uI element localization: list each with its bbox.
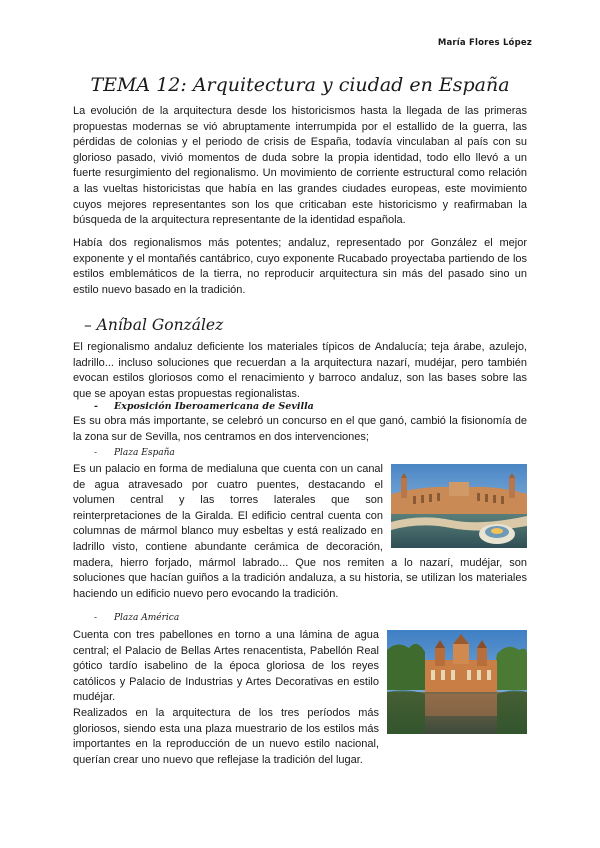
plaza-america-heading (94, 613, 179, 623)
plaza-espana-block (73, 462, 527, 602)
plaza-espana-photo (391, 464, 527, 548)
expo-heading (94, 401, 314, 412)
intro-paragraph-1: La evolución de la arquitectura desde los historicismos hasta la llegada de las primeras propuestas modernas se vió abruptamente interrumpida por el estallido de la guerra, las pérdidas de colonias y el periodo de crisis de España, todavía vinculaban al país con su glorioso pasado, vivió momentos de duda sobre la propia identidad, todo ello llevó a un fuerte resurgimiento del regionalismo. Un movimiento de corriente estructural como relación a las vueltas historicistas que había en las grandes ciudades europeas, este movimiento cuyos mejores representantes son los que criticaban este historicismo y reafirmaban la búsqueda de la arquitectura representante de la identidad española. (73, 105, 527, 227)
section-paragraph: El regionalismo andaluz deficiente los materiales típicos de Andalucía; teja árabe, azulejo, ladrillo... incluso soluciones que recuerdan a la arquitectura nazarí, mudéjar, pero también evocan estilos gloriosos como el renacimiento y barroco andaluz, son las bases sobre las que se apoyan estas propuestas regionalistas. (73, 341, 527, 400)
section-heading: – Aníbal González (84, 316, 224, 334)
bullet-dash: - (94, 401, 98, 412)
plaza-espana-heading (94, 448, 175, 458)
plaza-america-heading-text: Plaza América (114, 613, 180, 623)
plaza-america-photo (387, 630, 527, 734)
plaza-espana-heading-text: Plaza España (114, 448, 175, 458)
plaza-espana-paragraph: Es un palacio en forma de medialuna que cuenta con un canal de agua atravesado por cuatro puentes, destacando el volumen central y las torres laterales que son reinterpretaciones de la Giralda. El edificio central cuenta con columnas de mármol blanco muy esbeltas y está realizado en ladrillo visto, contiene abundante cerámica de decoración, madera, hierro forjado, mármol labrado... Que nos remiten a lo nazarí, mudéjar, son soluciones que hacían guiños a la tradición andaluza, a su historia, se utilizan los materiales haciendo un edificio nuevo pero evocando la tradición. (73, 463, 527, 600)
bullet-dash: - (94, 613, 98, 623)
plaza-america-block (73, 628, 527, 768)
intro-paragraph-2: Había dos regionalismos más potentes; andaluz, representado por González el mejor exponente y el montañés cantábrico, cuyo exponente Rucabado proyectaba partiendo de los estilos emblemáticos de la tierra, no reproducir arquitectura sin más del pasado sino un estilo nuevo basado en la tradición. (73, 237, 527, 296)
plaza-america-paragraph-1: Cuenta con tres pabellones en torno a una lámina de agua central; el Palacio de Bellas Artes renacentista, Pabellón Real gótico tardío isabelino de la época gloriosa de los reyes católicos y Palacio de Industrias y Artes Decorativas en estilo mudéjar. (73, 629, 379, 704)
page-title: TEMA 12: Arquitectura y ciudad en España (90, 74, 510, 96)
bullet-dash: - (94, 448, 98, 458)
plaza-america-paragraph-2: Realizados en la arquitectura de los tres períodos más gloriosos, siendo esta una plaza muestrario de los estilos más importantes en la reproducción de un nuevo estilo nacional, querían crear uno nuevo que reflejase la tradición del lugar. (73, 706, 379, 766)
expo-heading-text: Exposición Iberoamericana de Sevilla (114, 401, 314, 412)
author-name: María Flores López (437, 38, 532, 48)
expo-paragraph: Es su obra más importante, se celebró un concurso en el que ganó, cambió la fisionomía de la zona sur de Sevilla, nos centramos en dos intervenciones; (73, 415, 527, 443)
